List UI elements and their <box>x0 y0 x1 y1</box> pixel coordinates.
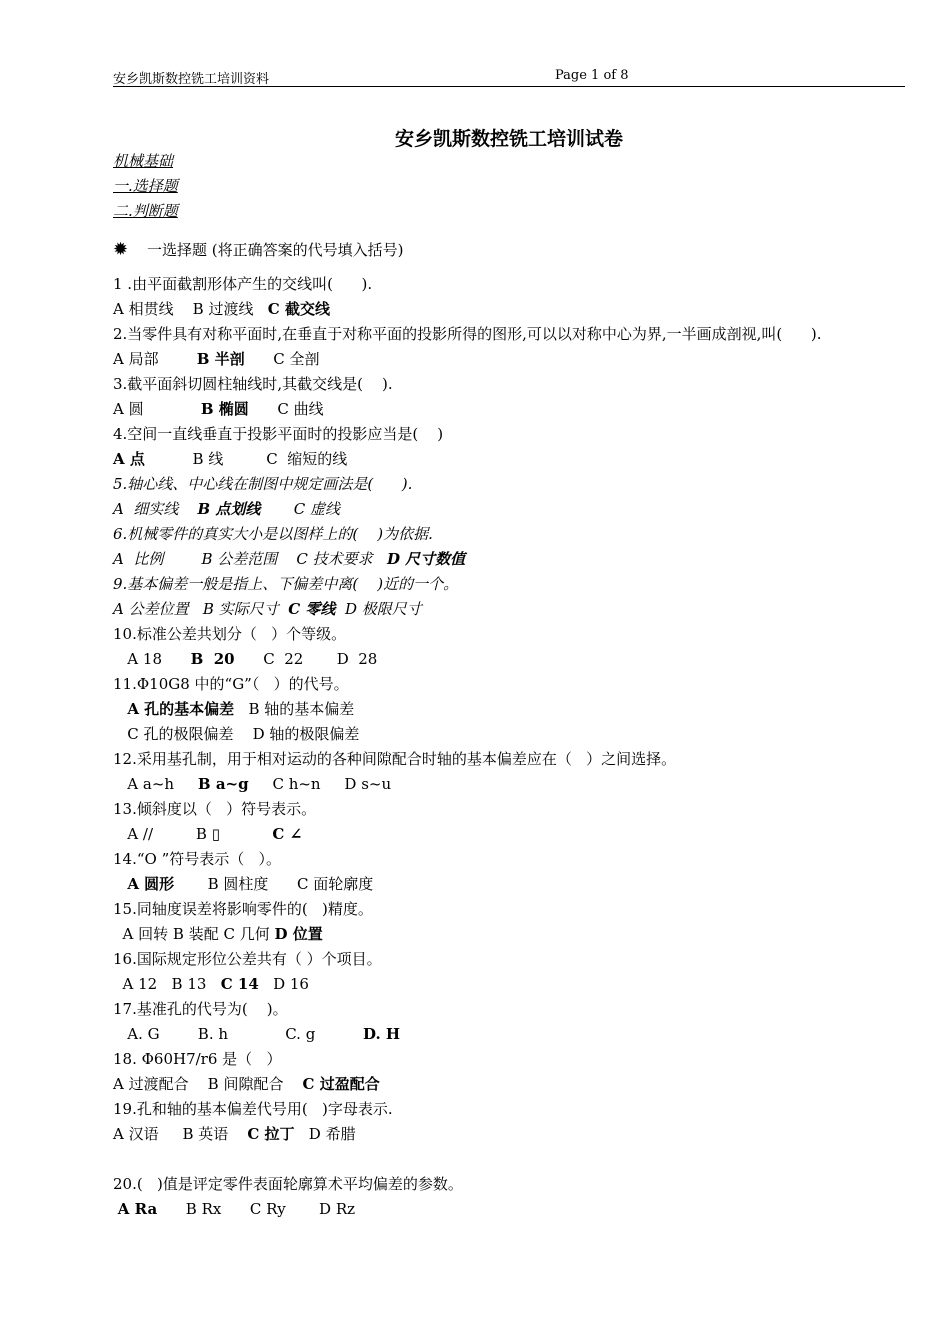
correct-answer: B 点划线 <box>197 500 261 518</box>
answers-6 <box>113 549 821 574</box>
question-20: 20.( )值是评定零件表面轮廓算术平均偏差的参数。 <box>113 1175 463 1193</box>
answer-option: C 虚线 <box>260 500 340 518</box>
question-19: 19.孔和轴的基本偏差代号用( )字母表示. <box>113 1100 393 1118</box>
correct-answer: C 截交线 <box>267 300 330 318</box>
section-heading <box>113 239 403 260</box>
answer-option: B 线 C 缩短的线 <box>144 450 348 468</box>
correct-answer: A Ra <box>117 1200 158 1218</box>
spacer <box>113 1149 821 1174</box>
answers-4 <box>113 449 821 474</box>
section-heading-text: 一选择题 (将正确答案的代号填入括号) <box>147 241 404 259</box>
answer-option: C 曲线 <box>248 400 324 418</box>
answer-option: A 公差位置 B 实际尺寸 <box>113 600 289 618</box>
question-10: 10.标准公差共划分（ ）个等级。 <box>113 625 347 643</box>
toc-link-mechanical-basics[interactable]: 机械基础 <box>113 152 174 170</box>
answer-option: A 比例 B 公差范围 C 技术要求 <box>113 550 387 568</box>
answers-17 <box>113 1024 821 1049</box>
answer-option: D 16 <box>258 975 309 993</box>
question-2: 2.当零件具有对称平面时,在垂直于对称平面的投影所得的图形,可以以对称中心为界,一半画成剖视,叫( ). <box>113 325 822 343</box>
question-13: 13.倾斜度以（ ）符号表示。 <box>113 800 317 818</box>
answers-3 <box>113 399 821 424</box>
correct-answer: C 拉丁 <box>247 1125 295 1143</box>
answers-18 <box>113 1074 821 1099</box>
question-15: 15.同轴度误差将影响零件的( )精度。 <box>113 900 373 918</box>
answers-19 <box>113 1124 821 1149</box>
document-title: 安乡凯斯数控铣工培训试卷 <box>394 128 623 150</box>
answer-option: A // B ▯ <box>113 825 273 843</box>
star-bullet-icon: ✹ <box>113 239 129 260</box>
question-16: 16.国际规定形位公差共有（ ）个项目。 <box>113 950 382 968</box>
correct-answer: C 零线 <box>288 600 336 618</box>
answers-20 <box>113 1199 821 1224</box>
answers-10 <box>113 649 821 674</box>
question-9: 9.基本偏差一般是指上、下偏差中离( )近的一个。 <box>113 575 459 593</box>
answer-option: D 希腊 <box>294 1125 356 1143</box>
page-header <box>113 66 905 87</box>
correct-answer: B 半剖 <box>196 350 245 368</box>
answer-option: A. G B. h C. g <box>113 1025 363 1043</box>
answer-option: C h~n D s~u <box>248 775 392 793</box>
correct-answer: C 过盈配合 <box>302 1075 380 1093</box>
answer-option: A 局部 <box>113 350 197 368</box>
correct-answer: D 位置 <box>274 925 323 943</box>
correct-answer: B 20 <box>190 650 235 668</box>
answer-option: A 18 <box>113 650 191 668</box>
header-title: 安乡凯斯数控铣工培训资料 <box>113 72 270 87</box>
answers-1 <box>113 299 821 324</box>
page-number: Page 1 of 8 <box>555 68 629 83</box>
question-18: 18. Φ60H7/r6 是（ ） <box>113 1050 282 1068</box>
answer-option: A 汉语 B 英语 <box>113 1125 248 1143</box>
correct-answer: C 14 <box>220 975 259 993</box>
answer-option: A a~h <box>113 775 198 793</box>
question-5: 5.轴心线、中心线在制图中规定画法是( ). <box>113 475 413 493</box>
correct-answer: B a~g <box>197 775 249 793</box>
question-4: 4.空间一直线垂直于投影平面时的投影应当是( ) <box>113 425 444 443</box>
answers-11 <box>113 699 821 724</box>
answer-option: C 22 D 28 <box>234 650 378 668</box>
correct-answer: A 点 <box>113 450 145 468</box>
answers-13 <box>113 824 821 849</box>
answer-option: A 相贯线 B 过渡线 <box>113 300 268 318</box>
answer-option: C 全剖 <box>244 350 320 368</box>
answer-option: A 12 B 13 <box>113 975 221 993</box>
toc-link-judgment-questions[interactable]: 二.判断题 <box>113 202 178 220</box>
correct-answer: A 圆形 <box>127 875 175 893</box>
answers-9 <box>113 599 821 624</box>
correct-answer: A 孔的基本偏差 <box>127 700 235 718</box>
answer-option: B 圆柱度 C 面轮廓度 <box>174 875 374 893</box>
answers-12 <box>113 774 821 799</box>
answer-option: A 回转 B 装配 C 几何 <box>113 925 275 943</box>
correct-answer: C ∠ <box>272 825 303 843</box>
answers-2 <box>113 349 821 374</box>
question-17: 17.基准孔的代号为( )。 <box>113 1000 288 1018</box>
question-1: 1 .由平面截割形体产生的交线叫( ). <box>113 275 373 293</box>
answers-14 <box>113 874 821 899</box>
question-3: 3.截平面斜切圆柱轴线时,其截交线是( ). <box>113 375 393 393</box>
toc-link-choice-questions[interactable]: 一.选择题 <box>113 177 178 195</box>
question-list <box>113 274 821 1224</box>
question-12: 12.采用基孔制，用于相对运动的各种间隙配合时轴的基本偏差应在（ ）之间选择。 <box>113 750 677 768</box>
correct-answer: D. H <box>363 1025 401 1043</box>
question-11: 11.Φ10G8 中的“G”（ ）的代号。 <box>113 675 349 693</box>
answer-option: B 轴的基本偏差 <box>234 700 355 718</box>
table-of-contents <box>113 152 178 227</box>
answers-11-cont: C 孔的极限偏差 D 轴的极限偏差 <box>113 725 360 743</box>
answer-option: D 极限尺寸 <box>335 600 422 618</box>
answers-16 <box>113 974 821 999</box>
answers-5 <box>113 499 821 524</box>
answers-15 <box>113 924 821 949</box>
answer-option: B Rx C Ry D Rz <box>157 1200 356 1218</box>
answer-option: A 细实线 <box>113 500 198 518</box>
question-6: 6.机械零件的真实大小是以图样上的( )为依据. <box>113 525 433 543</box>
answer-option: A 圆 <box>113 400 201 418</box>
correct-answer: D 尺寸数值 <box>386 550 466 568</box>
question-14: 14.“O ”符号表示（ ）。 <box>113 850 282 868</box>
answer-option: A 过渡配合 B 间隙配合 <box>113 1075 303 1093</box>
correct-answer: B 椭圆 <box>200 400 249 418</box>
